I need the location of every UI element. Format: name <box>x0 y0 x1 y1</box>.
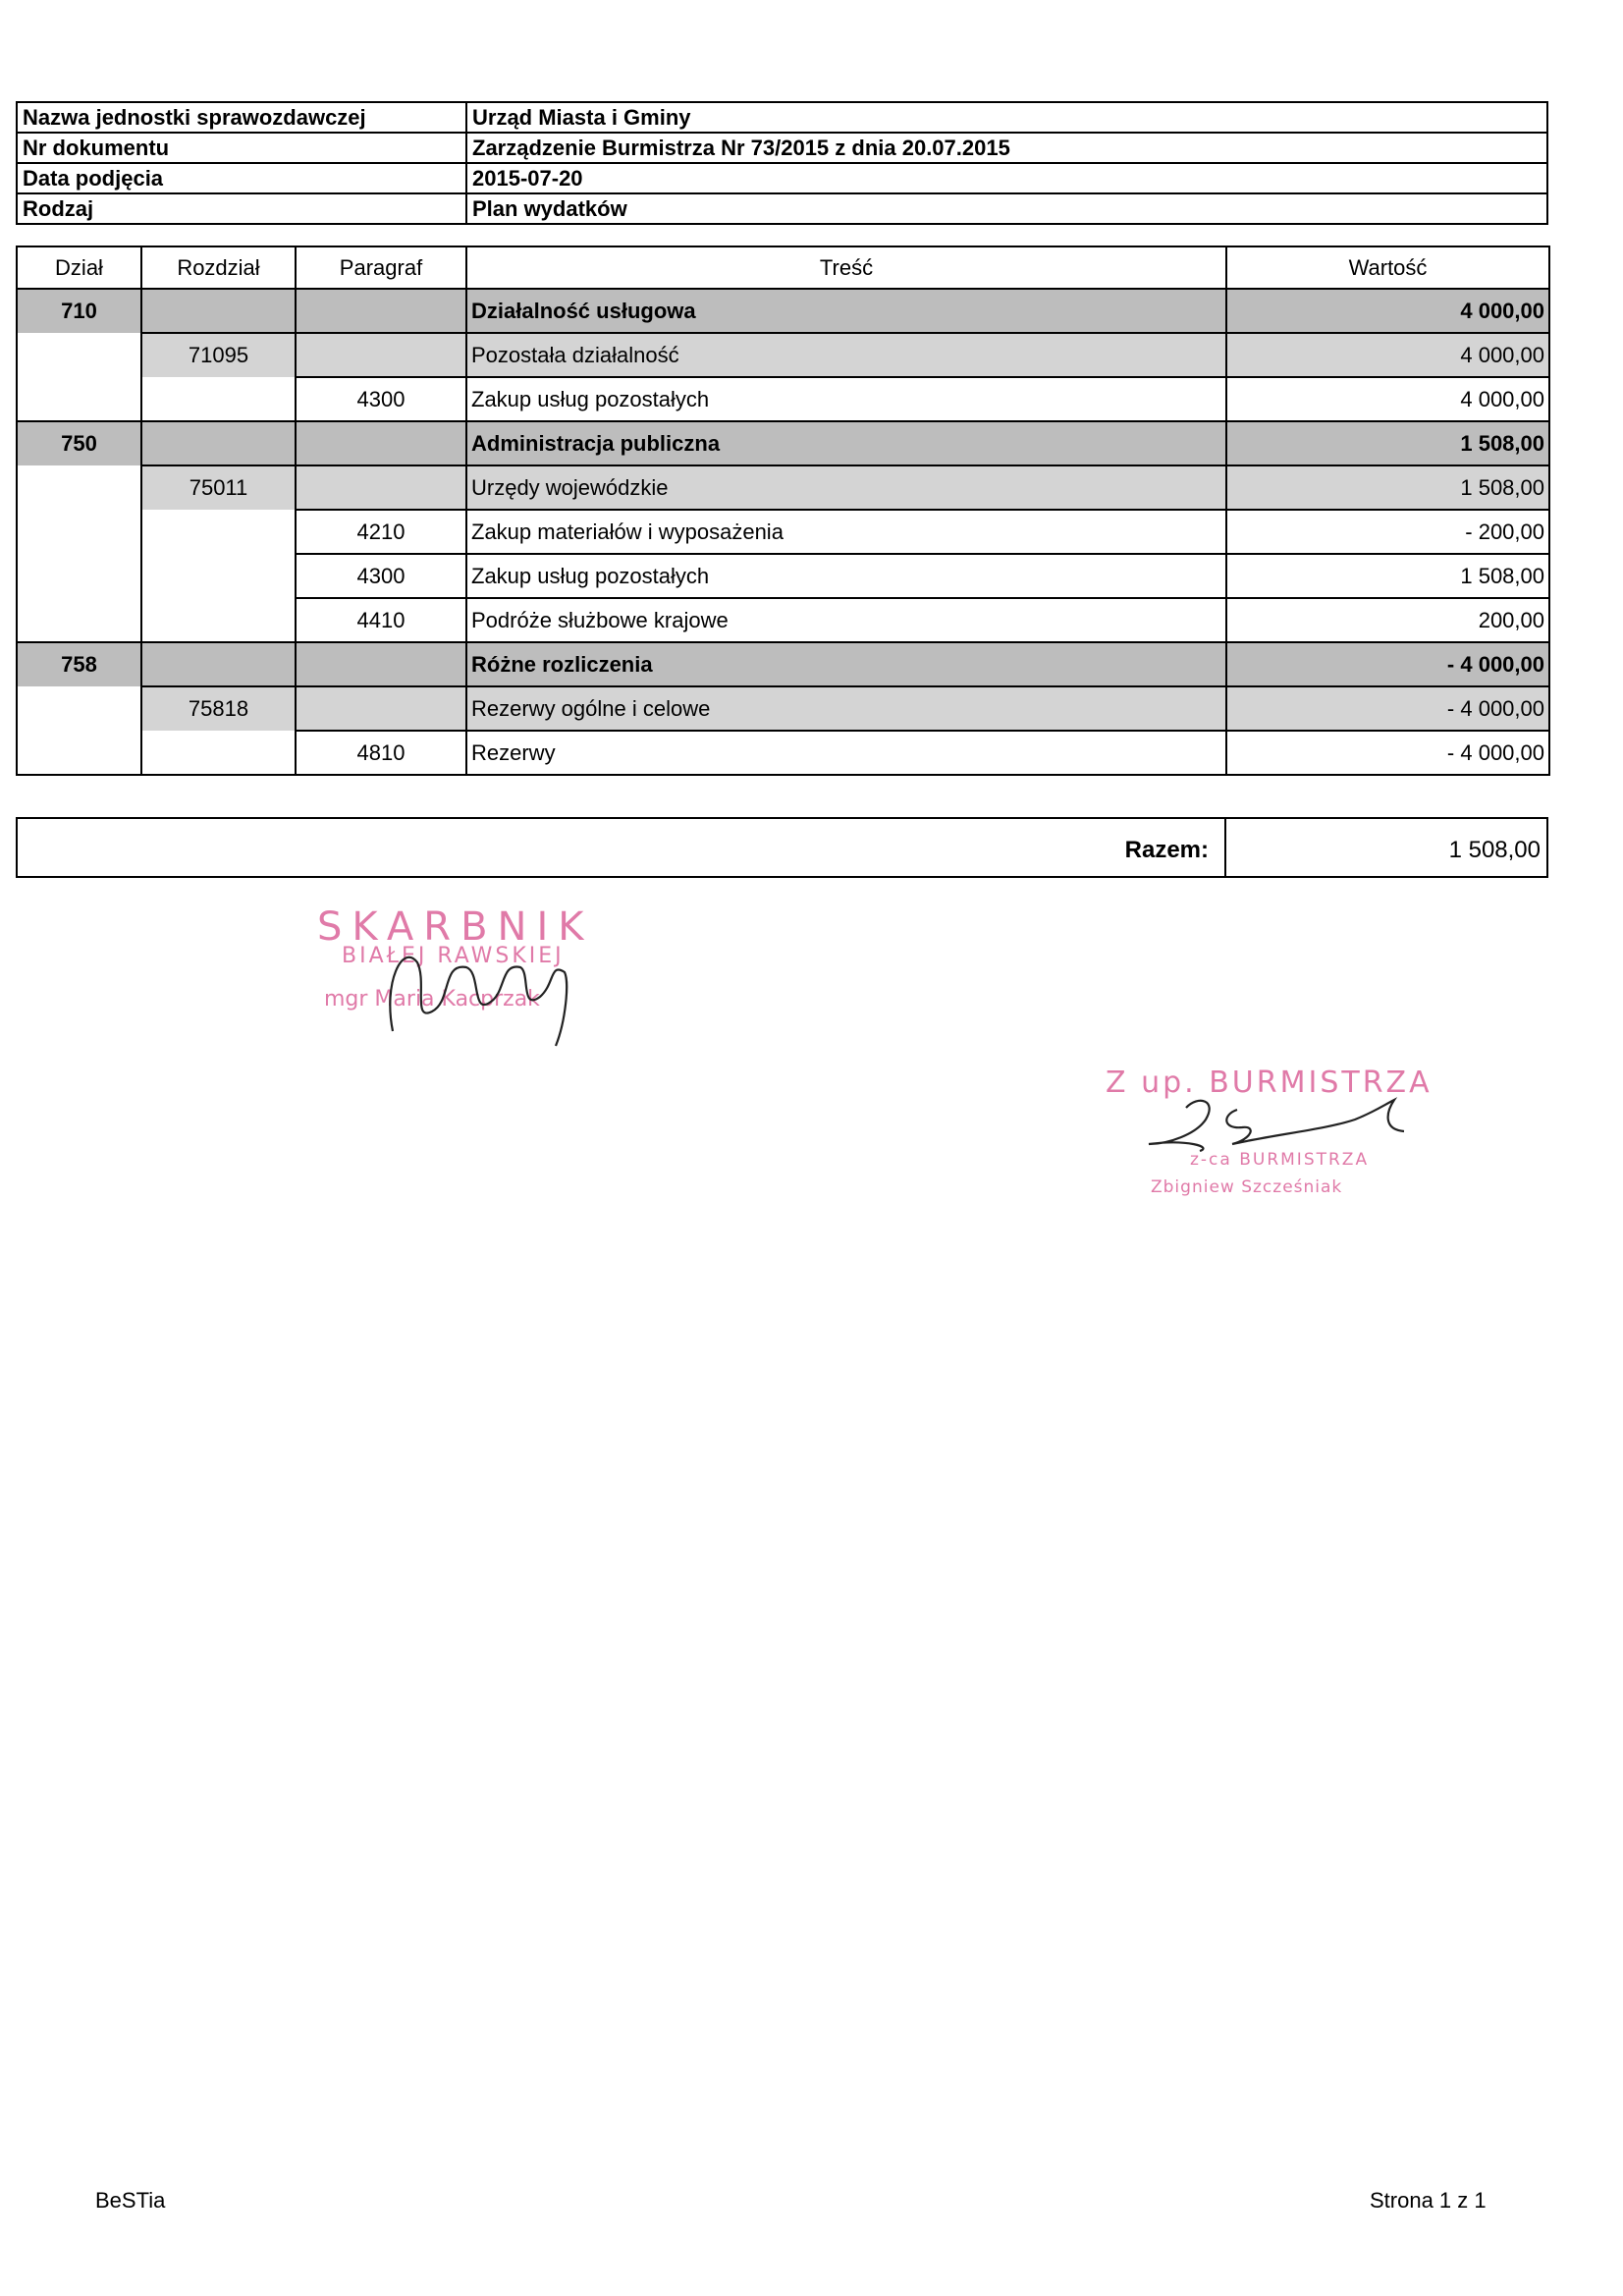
header-label: Data podjęcia <box>17 163 466 193</box>
cell-wartosc: 1 508,00 <box>1226 421 1549 465</box>
cell-paragraf: 4300 <box>296 554 466 598</box>
table-row-paragraf <box>17 377 1549 421</box>
column-header-wartosc: Wartość <box>1226 246 1549 289</box>
cell-dzial <box>17 510 141 554</box>
cell-tresc: Urzędy wojewódzkie <box>466 465 1226 510</box>
table-row-paragraf <box>17 554 1549 598</box>
table-row-rozdzial <box>17 465 1549 510</box>
table-row-dzial <box>17 642 1549 686</box>
skarbnik-stamp-office: BIAŁEJ RAWSKIEJ <box>342 944 565 968</box>
cell-rozdzial: 71095 <box>141 333 296 377</box>
header-value: Urząd Miasta i Gminy <box>466 102 1547 133</box>
footer-software-name: BeSTia <box>95 2188 166 2213</box>
cell-paragraf <box>296 289 466 333</box>
cell-tresc: Zakup usług pozostałych <box>466 377 1226 421</box>
cell-dzial: 710 <box>17 289 141 333</box>
cell-paragraf <box>296 333 466 377</box>
cell-rozdzial <box>141 289 296 333</box>
header-label: Nr dokumentu <box>17 133 466 163</box>
skarbnik-stamp-title: SKARBNIK <box>317 904 594 950</box>
cell-paragraf <box>296 686 466 731</box>
column-header-paragraf: Paragraf <box>296 246 466 289</box>
cell-rozdzial <box>141 554 296 598</box>
cell-wartosc: 1 508,00 <box>1226 554 1549 598</box>
table-row-paragraf <box>17 598 1549 642</box>
cell-paragraf: 4210 <box>296 510 466 554</box>
table-row-dzial <box>17 421 1549 465</box>
burmistrz-stamp-name: Zbigniew Szcześniak <box>1151 1177 1343 1197</box>
cell-wartosc: 1 508,00 <box>1226 465 1549 510</box>
cell-dzial <box>17 465 141 510</box>
cell-tresc: Administracja publiczna <box>466 421 1226 465</box>
cell-rozdzial <box>141 731 296 775</box>
skarbnik-signature-icon <box>373 923 589 1051</box>
cell-dzial <box>17 377 141 421</box>
header-row-doc-number <box>17 133 1547 163</box>
cell-paragraf <box>296 421 466 465</box>
cell-tresc: Pozostała działalność <box>466 333 1226 377</box>
table-row-rozdzial <box>17 686 1549 731</box>
cell-tresc: Działalność usługowa <box>466 289 1226 333</box>
cell-wartosc: - 4 000,00 <box>1226 686 1549 731</box>
cell-dzial <box>17 554 141 598</box>
table-row-dzial <box>17 289 1549 333</box>
footer-page-number: Strona 1 z 1 <box>1370 2188 1487 2213</box>
cell-tresc: Podróże służbowe krajowe <box>466 598 1226 642</box>
cell-paragraf <box>296 642 466 686</box>
table-row-paragraf <box>17 510 1549 554</box>
header-value: Plan wydatków <box>466 193 1547 224</box>
total-value: 1 508,00 <box>1448 837 1541 863</box>
cell-dzial <box>17 333 141 377</box>
header-label: Nazwa jednostki sprawozdawczej <box>17 102 466 133</box>
column-header-dzial: Dział <box>17 246 141 289</box>
cell-paragraf: 4810 <box>296 731 466 775</box>
cell-wartosc: - 200,00 <box>1226 510 1549 554</box>
document-header-table <box>16 101 1548 225</box>
cell-dzial <box>17 686 141 731</box>
cell-paragraf <box>296 465 466 510</box>
table-row-paragraf <box>17 731 1549 775</box>
total-label: Razem: <box>1124 837 1209 863</box>
cell-rozdzial <box>141 642 296 686</box>
skarbnik-stamp-name: mgr Maria Kacprzak <box>324 987 540 1011</box>
cell-dzial: 758 <box>17 642 141 686</box>
cell-tresc: Zakup usług pozostałych <box>466 554 1226 598</box>
column-header-tresc: Treść <box>466 246 1226 289</box>
header-label: Rodzaj <box>17 193 466 224</box>
cell-wartosc: 4 000,00 <box>1226 333 1549 377</box>
cell-tresc: Różne rozliczenia <box>466 642 1226 686</box>
cell-rozdzial <box>141 377 296 421</box>
cell-rozdzial <box>141 598 296 642</box>
header-row-unit <box>17 102 1547 133</box>
cell-wartosc: 4 000,00 <box>1226 289 1549 333</box>
cell-tresc: Rezerwy <box>466 731 1226 775</box>
cell-wartosc: 200,00 <box>1226 598 1549 642</box>
cell-wartosc: - 4 000,00 <box>1226 731 1549 775</box>
cell-wartosc: 4 000,00 <box>1226 377 1549 421</box>
burmistrz-stamp-role: z-ca BURMISTRZA <box>1190 1150 1370 1170</box>
burmistrz-stamp-title: Z up. BURMISTRZA <box>1106 1066 1433 1100</box>
cell-rozdzial: 75818 <box>141 686 296 731</box>
cell-dzial: 750 <box>17 421 141 465</box>
table-row-rozdzial <box>17 333 1549 377</box>
budget-table <box>16 246 1550 776</box>
cell-dzial <box>17 731 141 775</box>
cell-wartosc: - 4 000,00 <box>1226 642 1549 686</box>
cell-rozdzial: 75011 <box>141 465 296 510</box>
header-value: 2015-07-20 <box>466 163 1547 193</box>
cell-dzial <box>17 598 141 642</box>
table-header-row <box>17 246 1549 289</box>
header-row-type <box>17 193 1547 224</box>
header-value: Zarządzenie Burmistrza Nr 73/2015 z dnia 20.07.2015 <box>466 133 1547 163</box>
cell-tresc: Rezerwy ogólne i celowe <box>466 686 1226 731</box>
cell-tresc: Zakup materiałów i wyposażenia <box>466 510 1226 554</box>
cell-rozdzial <box>141 421 296 465</box>
cell-rozdzial <box>141 510 296 554</box>
column-header-rozdzial: Rozdział <box>141 246 296 289</box>
total-divider <box>1224 819 1226 876</box>
cell-paragraf: 4410 <box>296 598 466 642</box>
cell-paragraf: 4300 <box>296 377 466 421</box>
total-box <box>16 817 1548 878</box>
header-row-date <box>17 163 1547 193</box>
